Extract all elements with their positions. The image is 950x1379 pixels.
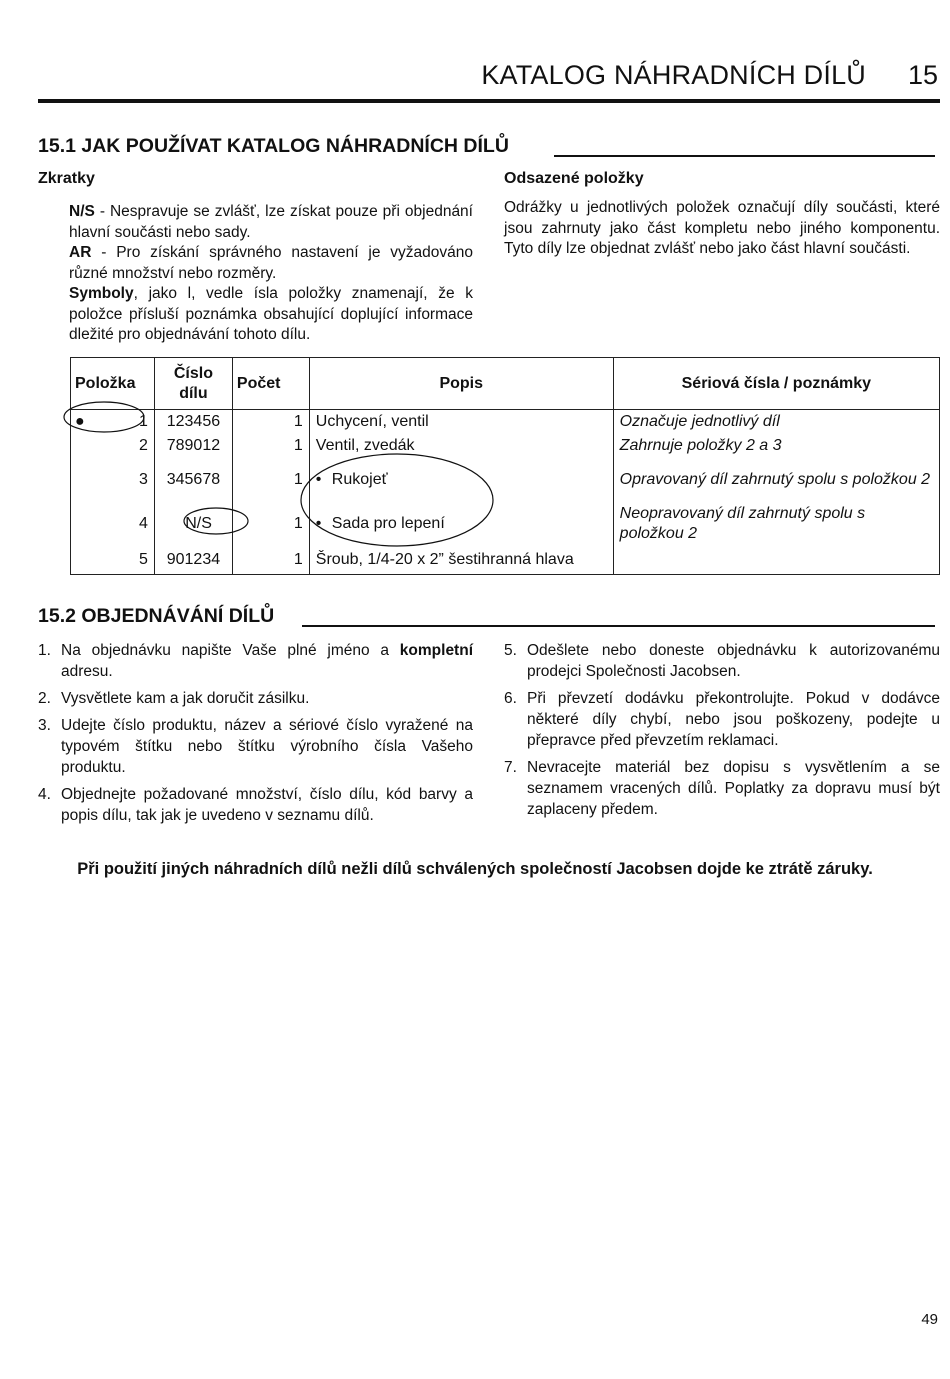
- col-header-description: Popis: [309, 358, 613, 410]
- chapter-number: 15: [907, 60, 938, 90]
- list-number: 2.: [38, 690, 51, 707]
- part-number-cell: N/S: [154, 502, 232, 546]
- list-item: [504, 640, 940, 682]
- abbreviations-heading: Zkratky: [38, 170, 95, 187]
- symbol-highlight-oval: [64, 402, 144, 432]
- indent-highlight-oval: [301, 454, 493, 546]
- list-text: Vysvětlete kam a jak doručit zásilku.: [61, 690, 310, 707]
- col-header-part-number-line1: Číslo: [173, 364, 213, 382]
- indent-bullet-icon: •: [315, 515, 322, 532]
- section-2-rule: [302, 625, 935, 627]
- list-number: 3.: [38, 717, 51, 734]
- notes-cell: Opravovaný díl zahrnutý spolu s položkou 2: [613, 458, 939, 502]
- list-text: Na objednávku napište Vaše plné jméno a: [61, 642, 400, 659]
- symbols-text: , jako l, vedle ísla položky znamenají, že k položce přísluší poznámka obsahující doplující informace dležité pro objednávání tohoto dílu.: [69, 285, 473, 343]
- notes-cell: Označuje jednotlivý díl: [613, 410, 939, 435]
- list-item: [504, 688, 940, 751]
- page-header-title: KATALOG NÁHRADNÍCH DÍLŮ: [481, 60, 866, 90]
- note-symbol-icon: ●: [75, 413, 85, 430]
- quantity-cell: 1: [232, 434, 309, 458]
- ns-highlight-oval: [184, 508, 248, 534]
- page-number: 49: [921, 1311, 938, 1328]
- section-2-title: 15.2 OBJEDNÁVÁNÍ DÍLŮ: [38, 605, 275, 627]
- notes-cell: Neopravovaný díl zahrnutý spolu s položkou 2: [613, 502, 939, 546]
- indented-items-text: Odrážky u jednotlivých položek označují díly součásti, které jsou zahrnuty jako část kompletu nebo jiného komponentu. Tyto díly lze objednat zvlášť nebo jako část hlavní součásti.: [504, 199, 940, 257]
- list-number: 5.: [504, 642, 517, 659]
- description-cell: Šroub, 1/4-20 x 2” šestihranná hlava: [309, 546, 613, 575]
- part-number-cell: 123456: [154, 410, 232, 435]
- ns-text: - Nespravuje se zvlášť, lze získat pouze při objednání hlavní součásti nebo sady.: [69, 203, 473, 241]
- part-number-cell: 345678: [154, 458, 232, 502]
- ar-term: AR: [69, 244, 92, 261]
- ar-text: - Pro získání správného nastavení je vyžadováno různé množství nebo rozměry.: [69, 244, 473, 282]
- list-number: 6.: [504, 690, 517, 707]
- quantity-cell: 1: [232, 502, 309, 546]
- col-header-quantity: Počet: [232, 358, 309, 410]
- item-cell: 4: [71, 502, 155, 546]
- list-text: Odešlete nebo doneste objednávku k autorizovanému prodejci Společnosti Jacobsen.: [527, 642, 940, 680]
- ordering-steps-left: [38, 640, 473, 832]
- description-cell: Uchycení, ventil: [309, 410, 613, 435]
- list-text: Při převzetí dodávku překontrolujte. Pokud v dodávce některé díly chybí, nebo jsou poškozeny, podejte u přepravce před převzetím reklamaci.: [527, 690, 940, 749]
- description-cell: Ventil, zvedák: [309, 434, 613, 458]
- description-text: Sada pro lepení: [331, 515, 445, 532]
- indent-bullet-icon: •: [315, 471, 322, 488]
- col-header-serial-notes: Sériová čísla / poznámky: [613, 358, 939, 410]
- part-number-cell: 789012: [154, 434, 232, 458]
- part-number-cell: 901234: [154, 546, 232, 575]
- list-item: [38, 640, 473, 682]
- quantity-cell: 1: [232, 546, 309, 575]
- list-text: Udejte číslo produktu, název a sériové číslo vyražené na typovém štítku nebo štítku výrobního čísla Vašeho produktu.: [61, 717, 473, 776]
- item-cell: 2: [71, 434, 155, 458]
- indented-items-heading: Odsazené položky: [504, 170, 644, 187]
- list-text: Objednejte požadované množství, číslo dílu, kód barvy a popis dílu, tak jak je uvedeno v seznamu dílů.: [61, 786, 473, 824]
- quantity-cell: 1: [232, 458, 309, 502]
- list-text: adresu.: [61, 663, 113, 680]
- item-number: 1: [139, 413, 148, 430]
- list-number: 7.: [504, 759, 517, 776]
- list-item: [504, 757, 940, 820]
- ordering-steps-right: [504, 640, 940, 826]
- item-cell: 3: [71, 458, 155, 502]
- section-1-title: 15.1 JAK POUŽÍVAT KATALOG NÁHRADNÍCH DÍLŮ: [38, 135, 509, 157]
- ns-term: N/S: [69, 203, 95, 220]
- list-item: [38, 715, 473, 778]
- list-text: Nevracejte materiál bez dopisu s vysvětlením a se seznamem vracených dílů. Poplatky za dopravu musí být zaplaceny předem.: [527, 759, 940, 818]
- item-cell: 5: [71, 546, 155, 575]
- list-item: [38, 688, 473, 709]
- col-header-item: Položka: [71, 358, 155, 410]
- list-item: [38, 784, 473, 826]
- symbols-term: Symboly: [69, 285, 134, 302]
- description-text: Rukojeť: [331, 471, 388, 488]
- col-header-part-number-line2: dílu: [179, 384, 208, 402]
- list-number: 4.: [38, 786, 51, 803]
- warranty-warning: Při použití jiných náhradních dílů nežli dílů schválených společností Jacobsen dojde ke ztrátě záruky.: [77, 860, 873, 878]
- list-bold-text: kompletní: [399, 642, 473, 659]
- quantity-cell: 1: [232, 410, 309, 435]
- list-number: 1.: [38, 642, 51, 659]
- notes-cell: Zahrnuje položky 2 a 3: [613, 434, 939, 458]
